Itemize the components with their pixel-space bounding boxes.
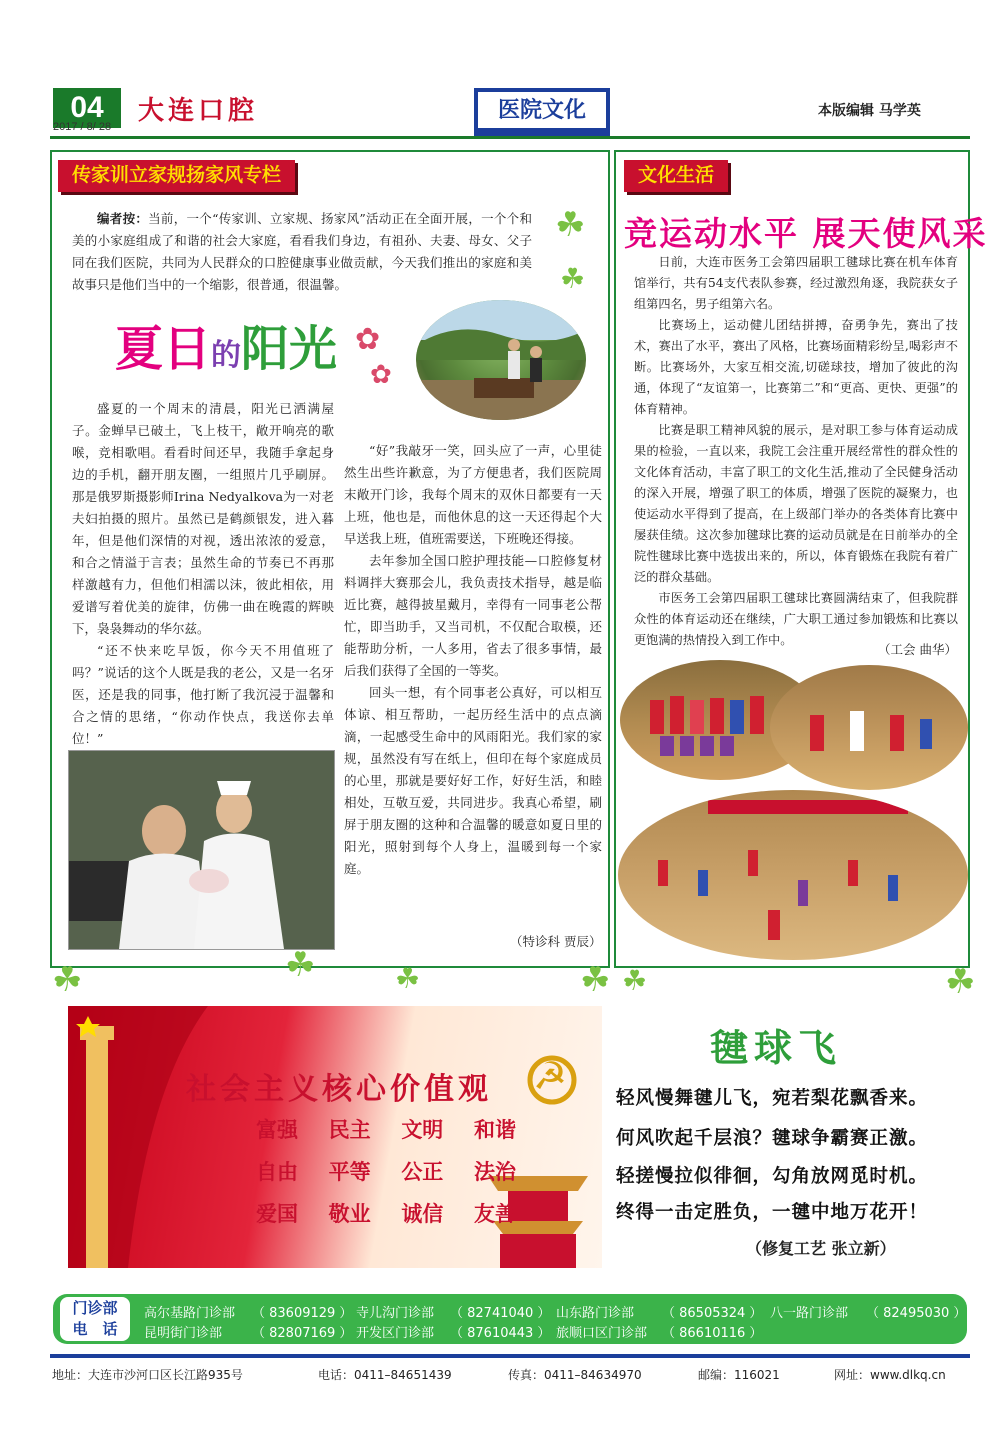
clinic-name: 高尔基路门诊部 xyxy=(144,1306,236,1321)
clover-icon: ☘ xyxy=(945,962,976,1002)
editor-note xyxy=(72,208,532,296)
article-left-column xyxy=(72,398,334,750)
culture-paragraph: 市医务工会第四届职工毽球比赛圆满结束了，但我院群众性的体育运动还在继续，广大职工通过参加锻炼和比赛以更饱满的热情投入到工作中。 xyxy=(634,591,958,647)
poster-value: 民主 xyxy=(328,1117,371,1142)
clinic-phone: （ 86610116 ） xyxy=(662,1326,763,1341)
poster-value: 自由 xyxy=(256,1159,298,1184)
clinic-phone: （ 82741040 ） xyxy=(450,1306,551,1321)
footer-postcode: 邮编：116021 xyxy=(698,1368,780,1382)
family-column-ribbon-text: 传家训立家规扬家风专栏 xyxy=(72,164,282,186)
culture-article-body xyxy=(634,252,958,651)
clinic-label-box xyxy=(60,1297,130,1341)
poster-value: 富强 xyxy=(256,1117,298,1142)
article-paragraph: “还不快来吃早饭，你今天不用值班了吗？”说话的这个人既是我的老公，又是一名牙医，还是我的同事，他打断了我沉浸于温馨和合之情的思绪，“你动作快点，我送你去单位！” xyxy=(72,643,334,746)
header-rule xyxy=(50,136,970,139)
poster-row xyxy=(256,1198,516,1228)
clover-icon: ☘ xyxy=(395,962,421,995)
clinic-name: 昆明街门诊部 xyxy=(144,1326,223,1341)
poster-value: 公正 xyxy=(401,1159,444,1184)
clinic-name: 八一路门诊部 xyxy=(770,1306,849,1321)
poem-line: 轻风慢舞毽儿飞，宛若梨花飘香来。 xyxy=(616,1088,929,1109)
culture-paragraph: 日前，大连市医务工会第四届职工毽球比赛在机车体育馆举行，共有54支代表队参赛，经过激烈角逐，我院获女子组第四名，男子组第六名。 xyxy=(634,255,958,311)
issue-date: 2017 / 8/ 28 xyxy=(53,121,112,133)
clover-icon: ☘ xyxy=(560,262,586,295)
clinic-phone: （ 87610443 ） xyxy=(450,1326,551,1341)
section-underline xyxy=(474,128,610,136)
article-title-part2: 的 xyxy=(211,338,242,373)
article-paragraph: 去年参加全国口腔护理技能—口腔修复材料调拌大赛那会儿，我负责技术指导，越是临近比赛，越得披星戴月，幸得有一同事老公帮忙，即当助手，又当司机，不仅配合取模，还能帮助分析，一人多用，省去了很多事情，最后我们获得了全国的一等奖。 xyxy=(344,553,602,678)
gym-overview-photo xyxy=(618,790,968,960)
poster-row xyxy=(256,1114,516,1144)
clinic-name: 开发区门诊部 xyxy=(356,1326,435,1341)
footer-phone: 电话：0411–84651439 xyxy=(318,1368,452,1382)
culture-paragraph: 比赛是职工精神风貌的展示，是对职工参与体育运动成果的检验，一直以来，我院工会注重开展经常性的群众性的文化体育活动，丰富了职工的文化生活,推动了全民健身活动的深入开展，增强了职工的体质，增强了医院的凝聚力，也使运动水平得到了提高，在上级部门举办的各类体育比赛中屡获佳绩。这次参加毽球比赛的运动员就是在日前举办的全院性毽球比赛中选拔出来的，所以，体育锻炼在我院有着广泛的群众基础。 xyxy=(634,423,958,584)
poem-line: 何风吹起千层浪？毽球争霸赛正激。 xyxy=(616,1128,929,1149)
poster-value: 友善 xyxy=(473,1201,516,1226)
footer-rule xyxy=(50,1354,970,1358)
dentist-couple-photo xyxy=(68,750,335,950)
poem-title: 毽球飞 xyxy=(710,1025,843,1070)
paper-name: 大连口腔 xyxy=(138,96,259,126)
clover-icon: ☘ xyxy=(285,945,316,985)
culture-column-ribbon-text: 文化生活 xyxy=(638,164,715,186)
clinic-phone: （ 82495030 ） xyxy=(866,1306,967,1321)
footer-website: 网址：www.dlkq.cn xyxy=(834,1368,946,1382)
editor-note-text: 当前，一个“传家训、立家规、扬家风”活动正在全面开展，一个个和美的小家庭组成了和谐的社会大家庭，看看我们身边，有祖孙、夫妻、母女、父子同在我们医院，共同为人民群众的口腔健康事业做贡献，今天我们推出的家庭和美故事只是他们当中的一个缩影，很普通，很温馨。 xyxy=(72,211,532,292)
section-title: 医院文化 xyxy=(474,88,610,132)
poster-value: 法治 xyxy=(473,1159,516,1184)
poster-values-grid xyxy=(256,1114,516,1228)
article-title xyxy=(115,310,337,379)
poster-title: 社会主义核心价值观 xyxy=(186,1072,492,1107)
clinic-label-line: 电 话 xyxy=(72,1320,118,1338)
article-paragraph: “好”我敲牙一笑，回头应了一声，心里徒然生出些许歉意，为了方便患者，我们医院周末敞开门诊，我每个周末的双休日都要有一天上班，他也是，而他休息的这一天还得起个大早送我上班，值班需要送，下班晚还得接。 xyxy=(344,443,602,546)
clover-icon: ☘ xyxy=(555,205,586,245)
clinic-phone: （ 86505324 ） xyxy=(662,1306,763,1321)
clinic-name: 寺儿沟门诊部 xyxy=(356,1306,435,1321)
couple-hillside-photo xyxy=(416,300,586,420)
poster-value: 平等 xyxy=(328,1159,371,1184)
poem-author: （修复工艺 张立新） xyxy=(746,1239,896,1258)
flower-icon: ✿ xyxy=(355,322,381,357)
clinic-phone: （ 82807169 ） xyxy=(252,1326,353,1341)
poem-line: 轻搓慢拉似徘徊，勾角放网觅时机。 xyxy=(616,1166,929,1187)
family-column-ribbon xyxy=(58,160,295,192)
poster-value: 爱国 xyxy=(256,1201,298,1226)
clover-icon: ☘ xyxy=(52,960,83,1000)
clinic-name: 旅顺口区门诊部 xyxy=(556,1326,648,1341)
flower-icon: ✿ xyxy=(370,360,392,390)
article-title-part1: 夏日 xyxy=(115,321,212,377)
page-number: 04 xyxy=(53,88,121,128)
poem-line: 终得一击定胜负，一毽中地万花开！ xyxy=(616,1202,929,1223)
article-title-part3: 阳光 xyxy=(241,321,338,377)
page-editor: 本版编辑 马学英 xyxy=(818,103,921,119)
poster-value: 文明 xyxy=(401,1117,444,1142)
poster-value: 敬业 xyxy=(328,1201,371,1226)
footer-fax: 传真：0411–84634970 xyxy=(508,1368,642,1382)
poster-value: 诚信 xyxy=(401,1201,444,1226)
culture-paragraph: 比赛场上，运动健儿团结拼搏，奋勇争先，赛出了技术，赛出了水平，赛出了风格，比赛场面精彩纷呈,喝彩声不断。比赛场外，大家互相交流,切磋球技，增加了彼此的沟通，体现了“友谊第一，比赛第二”和“更高、更快、更强”的体育精神。 xyxy=(634,318,958,416)
article-right-column xyxy=(344,440,602,880)
culture-author: （工会 曲华） xyxy=(878,642,957,657)
article-paragraph: 回头一想，有个同事老公真好，可以相互体谅、相互帮助，一起历经生活中的点点滴滴，一起感受生命中的风雨阳光。我们家的家规，虽然没有写在纸上，但印在每个家庭成员的心里，那就是要好好工作，好好生活，和睦相处，互敬互爱，共同进步。我真心希望，刷屏于朋友圈的这种和合温馨的暖意如夏日里的阳光，照射到每个人身上，温暖到每一个家庭。 xyxy=(344,685,602,876)
clover-icon: ☘ xyxy=(622,964,648,997)
culture-article-title: 竞运动水平 展天使风采 xyxy=(624,214,988,253)
core-values-poster xyxy=(68,1006,602,1268)
clinic-name: 山东路门诊部 xyxy=(556,1306,635,1321)
culture-column-ribbon xyxy=(624,160,728,192)
footer-address: 地址：大连市沙河口区长江路935号 xyxy=(52,1368,243,1382)
editor-note-label: 编者按： xyxy=(97,211,149,226)
party-emblem-icon: ☭ xyxy=(533,1054,568,1098)
clinic-phone: （ 83609129 ） xyxy=(252,1306,353,1321)
poster-row xyxy=(256,1156,516,1186)
clover-icon: ☘ xyxy=(580,960,611,1000)
match-photo-right xyxy=(770,665,968,790)
poster-value: 和谐 xyxy=(473,1117,516,1142)
article-paragraph: 盛夏的一个周末的清晨，阳光已洒满屋子。金蝉早已破土，飞上枝干，敞开响亮的歌喉，竞相歌唱。看看时间还早，我随手拿起身边的手机，翻开朋友圈，一组照片几乎刷屏。那是俄罗斯摄影师Irina Nedyalkova为一对老夫妇拍摄的照片。虽然已是鹤颜银发，进入暮年，但是他们深情的对视，透出浓浓的爱意，和合之情溢于言表；虽然生命的节奏已不再那样激越有力，但他们相濡以沫，彼此相依，用爱谱写着优美的旋律，仿佛一曲在晚霞的辉映下，袅袅舞动的华尔兹。 xyxy=(72,401,334,636)
clinic-label-line: 门诊部 xyxy=(72,1299,118,1317)
article-author: （特诊科 贾辰） xyxy=(510,934,602,949)
